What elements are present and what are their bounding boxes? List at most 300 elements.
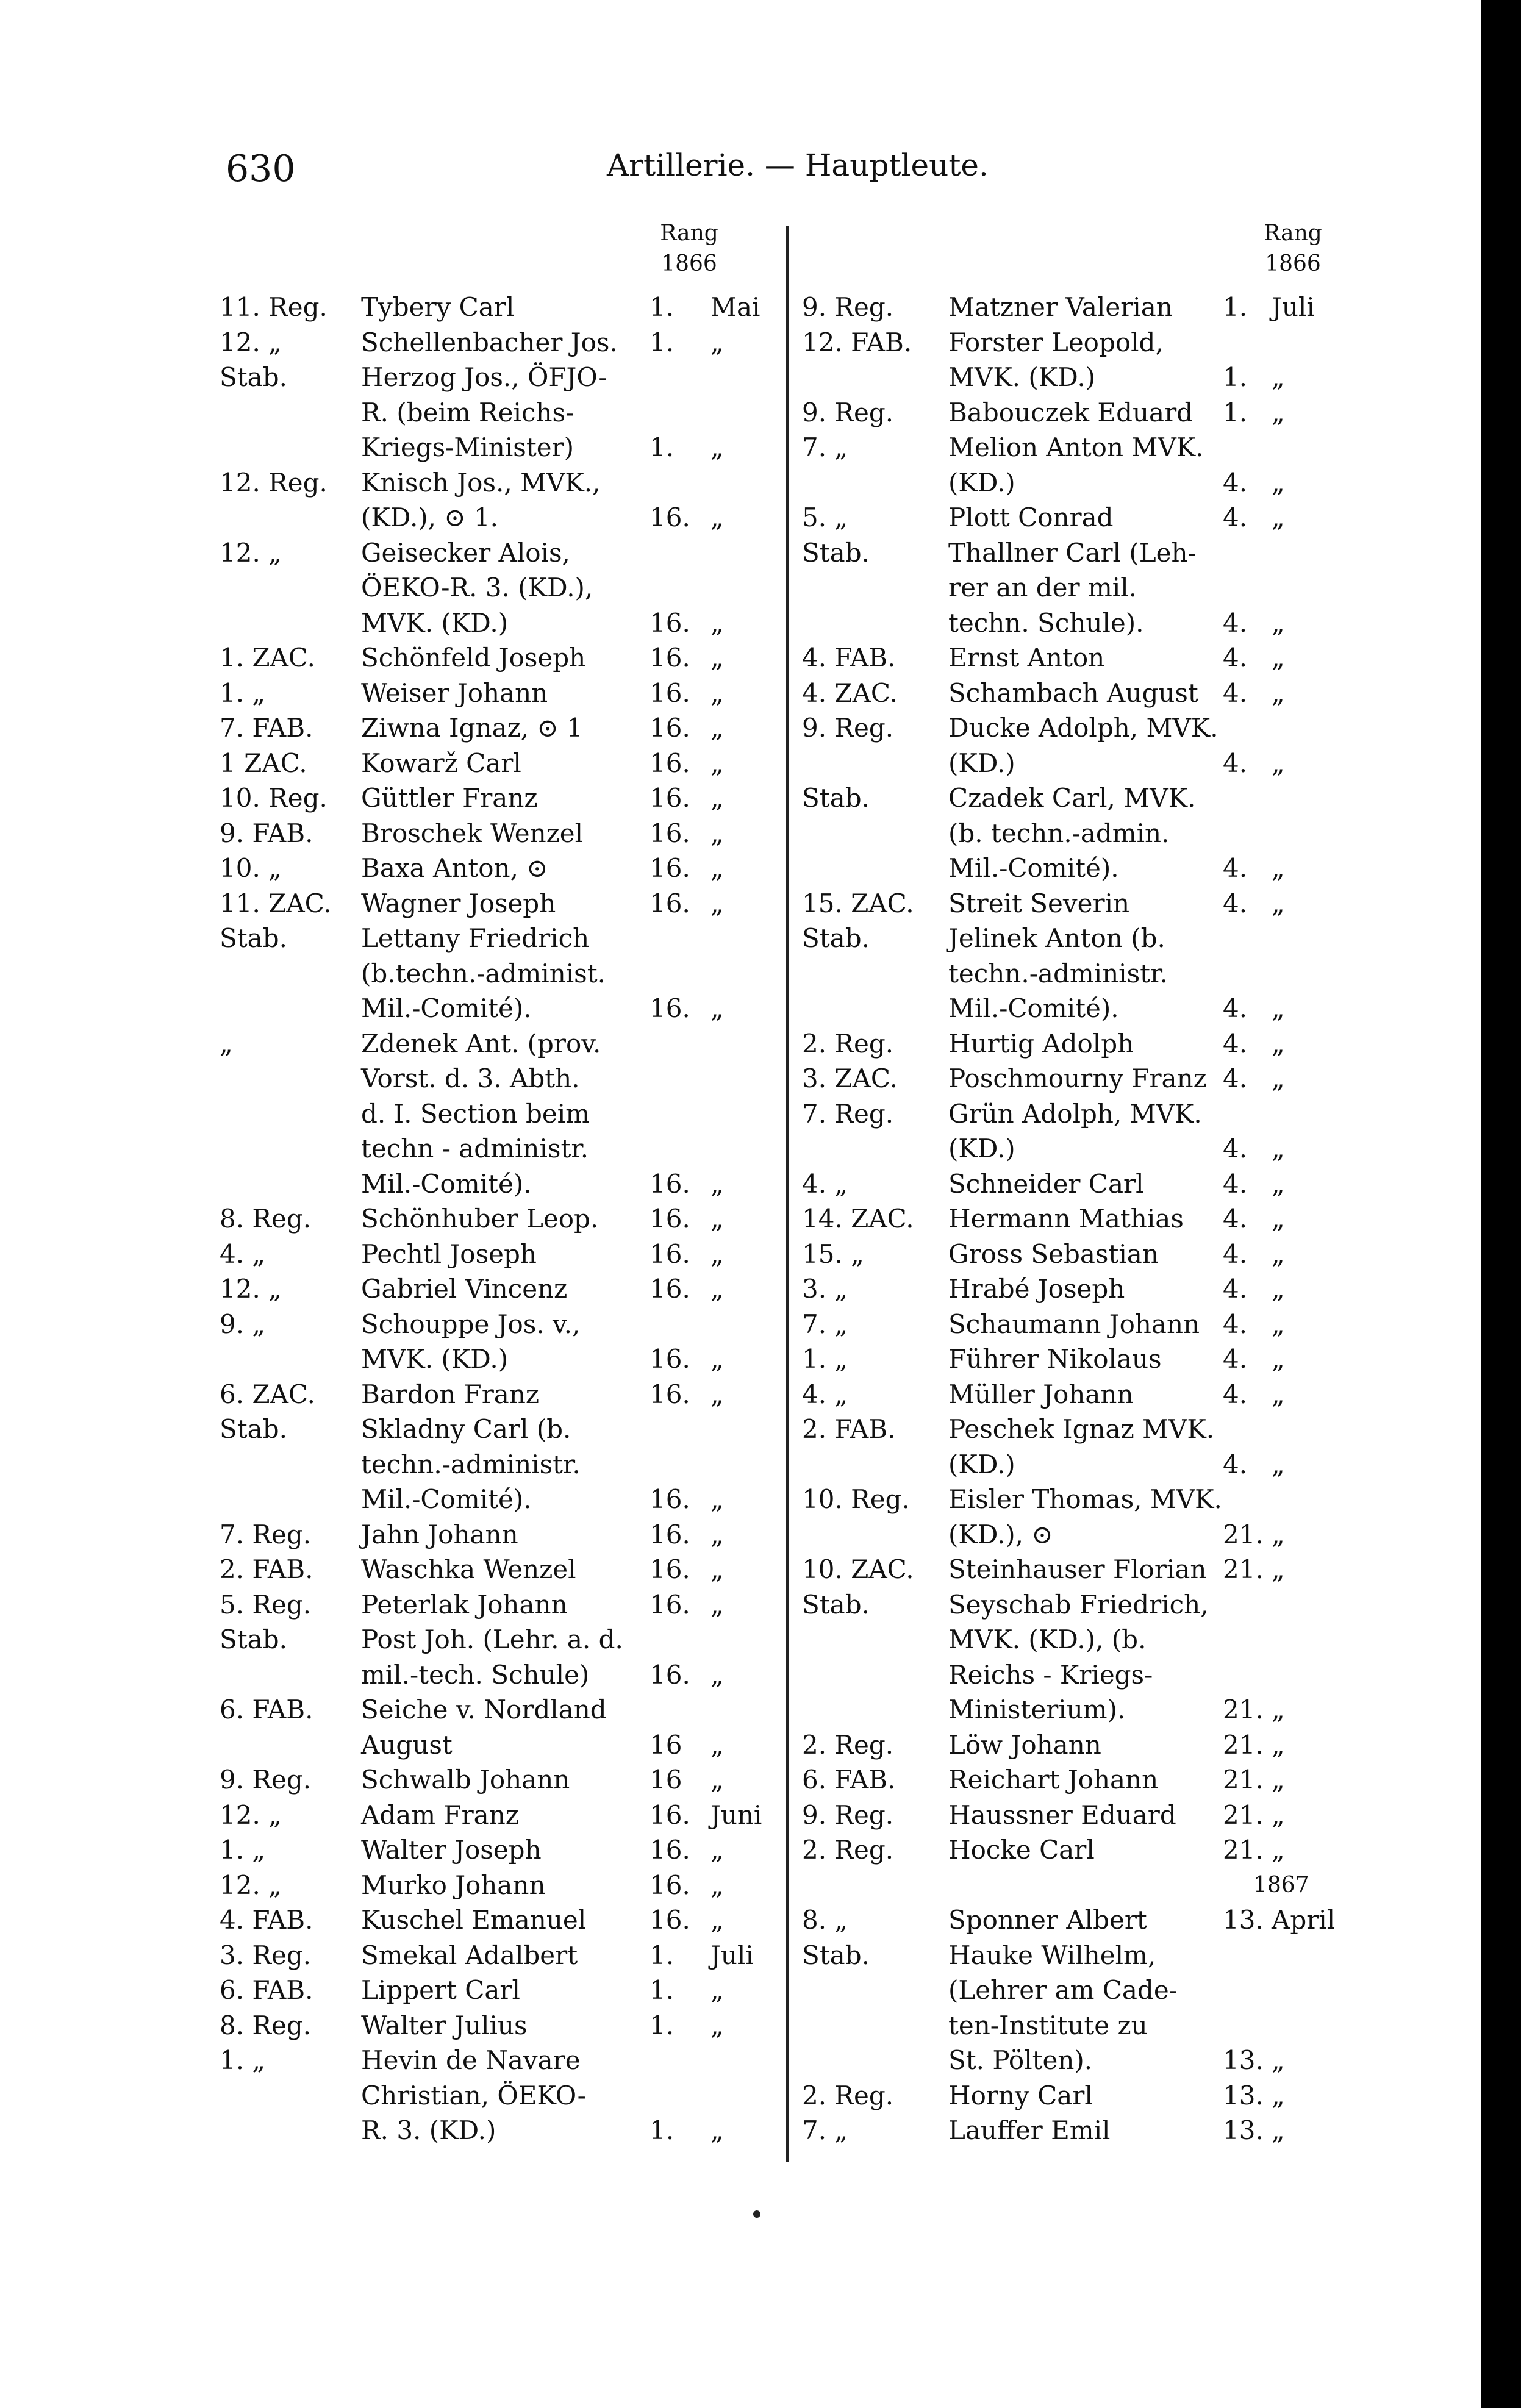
rank-month: „ <box>710 1484 724 1514</box>
unit-label: 8. „ <box>802 1905 848 1935</box>
entry-line <box>796 2078 1473 2113</box>
unit-label: 10. ZAC. <box>802 1554 914 1584</box>
rank-month: „ <box>1272 1729 1285 1760</box>
officer-name: Matzner Valerian <box>948 292 1173 322</box>
entry-line <box>220 1412 768 1447</box>
officer-name: Güttler Franz <box>361 783 538 813</box>
unit-label: Stab. <box>802 1940 870 1970</box>
rank-date: 16. <box>650 1274 690 1304</box>
officer-name: Streit Severin <box>948 888 1130 918</box>
rank-month: „ <box>710 1765 724 1795</box>
unit-label: 4. „ <box>802 1379 848 1409</box>
entry-line <box>220 1377 768 1412</box>
rank-date: 4. <box>1223 748 1248 778</box>
entry-line <box>796 1061 1473 1096</box>
unit-label: 1. ZAC. <box>220 643 315 673</box>
unit-label: „ <box>220 1028 233 1059</box>
officer-name: Löw Johann <box>948 1729 1101 1760</box>
officer-name: Ducke Adolph, MVK. <box>948 713 1219 743</box>
rank-date: 21. <box>1223 1835 1264 1865</box>
rank-date: 16. <box>650 1905 690 1935</box>
entry-line <box>796 816 1473 851</box>
rank-month: Juli <box>710 1940 754 1970</box>
unit-label: 12. „ <box>220 1799 282 1830</box>
entry-line <box>220 465 768 501</box>
entry-line <box>220 1868 768 1903</box>
rank-date: 1. <box>650 2010 675 2040</box>
entry-line <box>796 710 1473 746</box>
unit-label: 10. Reg. <box>802 1484 910 1514</box>
entry-line <box>220 1271 768 1307</box>
officer-name: Mil.-Comité). <box>361 1168 532 1199</box>
rank-date: 1. <box>650 1940 675 1970</box>
officer-name: Knisch Jos., MVK., <box>361 467 601 498</box>
unit-label: Stab. <box>802 923 870 953</box>
rank-date: 4. <box>1223 993 1248 1023</box>
rank-month: „ <box>1272 2045 1285 2075</box>
officer-name: Führer Nikolaus <box>948 1344 1162 1374</box>
entry-line <box>220 1201 768 1237</box>
rank-date: 4. <box>1223 1028 1248 1059</box>
entry-line <box>220 1622 768 1657</box>
officer-name: (KD.) <box>948 748 1015 778</box>
unit-label: 1. „ <box>802 1344 848 1374</box>
rank-month: „ <box>710 1168 724 1199</box>
officer-name: Waschka Wenzel <box>361 1554 576 1584</box>
rank-month: „ <box>710 2010 724 2040</box>
rank-month: „ <box>710 853 724 883</box>
officer-name: Forster Leopold, <box>948 327 1164 357</box>
running-head: Artillerie. — Hauptleute. <box>607 148 989 183</box>
entry-line <box>220 1131 768 1166</box>
officer-name: Kuschel Emanuel <box>361 1905 587 1935</box>
officer-name: Lippert Carl <box>361 1975 520 2005</box>
rank-date: 16. <box>650 783 690 813</box>
entry-line <box>220 781 768 816</box>
unit-label: 12. „ <box>220 1274 282 1304</box>
rank-month: „ <box>710 2115 724 2145</box>
entry-line <box>796 395 1473 431</box>
officer-name: (b.techn.-administ. <box>361 958 606 988</box>
officer-name: (KD.), ⊙ 1. <box>361 502 498 532</box>
unit-label: 4. FAB. <box>220 1905 313 1935</box>
officer-name: MVK. (KD.) <box>361 607 509 638</box>
entry-line <box>796 851 1473 886</box>
unit-label: 9. Reg. <box>802 713 894 743</box>
entry-line <box>796 640 1473 676</box>
rank-month: „ <box>710 1379 724 1409</box>
entry-line <box>796 1342 1473 1377</box>
entry-line <box>220 1517 768 1552</box>
rank-date: 1. <box>650 432 675 462</box>
entry-line <box>796 1727 1473 1763</box>
rank-date: 1. <box>1223 362 1248 392</box>
entry-line <box>220 956 768 991</box>
left-column <box>220 290 768 2148</box>
rank-month: „ <box>1272 1799 1285 1830</box>
officer-name: Walter Joseph <box>361 1835 542 1865</box>
entry-line <box>220 1096 768 1132</box>
entry-line <box>796 1271 1473 1307</box>
unit-label: 2. FAB. <box>802 1414 896 1444</box>
unit-label: 8. Reg. <box>220 1204 312 1234</box>
officer-name: Smekal Adalbert <box>361 1940 578 1970</box>
rank-month: „ <box>1272 502 1285 532</box>
unit-label: Stab. <box>802 537 870 568</box>
entry-line <box>220 851 768 886</box>
rank-month: „ <box>1272 1134 1285 1163</box>
rank-month: „ <box>1272 1379 1285 1409</box>
entry-line <box>796 1237 1473 1272</box>
officer-name: Jahn Johann <box>361 1519 518 1549</box>
entry-line <box>796 430 1473 465</box>
rank-month: „ <box>710 607 724 638</box>
entry-line <box>220 710 768 746</box>
officer-name: Schaumann Johann <box>948 1309 1200 1339</box>
officer-name: Zdenek Ant. (prov. <box>361 1028 601 1059</box>
rank-month: „ <box>1272 1028 1285 1059</box>
officer-name: techn.-administr. <box>948 958 1168 988</box>
unit-label: 1. „ <box>220 1835 266 1865</box>
unit-label: 1 ZAC. <box>220 748 307 778</box>
rank-month: Mai <box>710 292 760 322</box>
officer-name: MVK. (KD.), (b. <box>948 1624 1147 1654</box>
unit-label: 4. FAB. <box>802 643 896 673</box>
officer-name: Hurtig Adolph <box>948 1028 1134 1059</box>
rank-month: „ <box>710 502 724 532</box>
entry-line <box>796 1552 1473 1587</box>
entry-line <box>796 1587 1473 1623</box>
unit-label: 14. ZAC. <box>802 1204 914 1234</box>
entry-line <box>796 535 1473 571</box>
entry-line <box>796 921 1473 956</box>
officer-name: Hocke Carl <box>948 1835 1095 1865</box>
rank-month: „ <box>710 677 724 708</box>
entry-line <box>796 606 1473 641</box>
entry-line <box>220 921 768 956</box>
officer-name: Herzog Jos., ÖFJO- <box>361 362 607 392</box>
officer-name: Skladny Carl (b. <box>361 1414 571 1444</box>
officer-name: St. Pölten). <box>948 2045 1093 2075</box>
entry-line <box>796 1692 1473 1727</box>
officer-name: Haussner Eduard <box>948 1799 1176 1830</box>
entry-line <box>796 746 1473 781</box>
officer-name: Geisecker Alois, <box>361 537 570 568</box>
rank-date: 4. <box>1223 467 1248 498</box>
rank-month: „ <box>1272 1835 1285 1865</box>
unit-label: 9. FAB. <box>220 818 313 848</box>
unit-label: 12. FAB. <box>802 327 912 357</box>
officer-name: Pechtl Joseph <box>361 1238 537 1269</box>
entry-line <box>220 1061 768 1096</box>
unit-label: 2. FAB. <box>220 1554 313 1584</box>
rank-month: April <box>1272 1905 1336 1935</box>
rank-month: „ <box>1272 1695 1285 1724</box>
rank-date: 16. <box>650 1519 690 1549</box>
rank-date: 16. <box>650 1204 690 1234</box>
officer-name: Babouczek Eduard <box>948 397 1194 427</box>
officer-name: (KD.), ⊙ <box>948 1519 1053 1549</box>
rank-month: „ <box>1272 993 1285 1023</box>
entry-line <box>796 1973 1473 2008</box>
rank-date: 4. <box>1223 643 1248 673</box>
rank-date: 4. <box>1223 607 1248 638</box>
officer-name: Adam Franz <box>361 1799 519 1830</box>
entry-line <box>220 1447 768 1482</box>
rank-date: 4. <box>1223 1274 1248 1304</box>
unit-label: Stab. <box>220 1624 287 1654</box>
unit-label: 7. Reg. <box>802 1098 894 1129</box>
entry-line <box>796 1832 1473 1868</box>
officer-name: Müller Johann <box>948 1379 1134 1409</box>
unit-label: 3. Reg. <box>220 1940 312 1970</box>
rang-heading-right <box>1244 218 1342 279</box>
year-heading: 1867 <box>1253 1872 1309 1898</box>
entry-line <box>796 1377 1473 1412</box>
rang-year: 1866 <box>1265 251 1321 276</box>
officer-name: Wagner Joseph <box>361 888 556 918</box>
entry-line <box>796 1657 1473 1693</box>
entry-line <box>220 1692 768 1727</box>
unit-label: 2. Reg. <box>802 1028 894 1059</box>
unit-label: 7. „ <box>802 2115 848 2145</box>
rank-date: 1. <box>650 1975 675 2005</box>
rank-date: 4. <box>1223 1168 1248 1199</box>
rank-month: „ <box>1272 853 1285 883</box>
officer-name: Jelinek Anton (b. <box>948 923 1165 953</box>
rank-month: „ <box>1272 1274 1285 1304</box>
entry-line <box>796 1307 1473 1342</box>
rank-date: 16 <box>650 1729 682 1760</box>
entry-line <box>220 360 768 395</box>
entry-line <box>220 1552 768 1587</box>
officer-name: R. 3. (KD.) <box>361 2115 496 2145</box>
unit-label: 6. FAB. <box>802 1765 896 1795</box>
entry-line <box>796 991 1473 1026</box>
rank-month: „ <box>710 327 724 357</box>
entry-line <box>796 500 1473 535</box>
rank-month: „ <box>1272 677 1285 708</box>
unit-label: 6. ZAC. <box>220 1379 315 1409</box>
rank-month: „ <box>710 1554 724 1584</box>
entry-line <box>220 1762 768 1798</box>
unit-label: 9. Reg. <box>220 1765 312 1795</box>
officer-name: Plott Conrad <box>948 502 1114 532</box>
officer-name: Ministerium). <box>948 1695 1126 1724</box>
unit-label: 2. Reg. <box>802 1729 894 1760</box>
rank-month: „ <box>1272 1238 1285 1269</box>
rank-date: 4. <box>1223 1238 1248 1269</box>
rank-date: 4. <box>1223 853 1248 883</box>
entry-line <box>220 2078 768 2113</box>
rank-month: „ <box>1272 2115 1285 2145</box>
unit-label: 7. „ <box>802 432 848 462</box>
unit-label: 6. FAB. <box>220 1975 313 2005</box>
entry-line <box>796 886 1473 921</box>
rank-date: 4. <box>1223 1134 1248 1163</box>
rank-month: „ <box>1272 643 1285 673</box>
unit-label: 12. „ <box>220 537 282 568</box>
officer-name: techn - administr. <box>361 1134 589 1163</box>
rank-date: 13. <box>1223 2115 1264 2145</box>
rank-date: 16. <box>650 1168 690 1199</box>
unit-label: 2. Reg. <box>802 2080 894 2110</box>
entry-line <box>220 991 768 1026</box>
rank-month: „ <box>710 888 724 918</box>
unit-label: 3. ZAC. <box>802 1063 898 1093</box>
entry-line <box>796 2043 1473 2078</box>
unit-label: 9. „ <box>220 1309 266 1339</box>
entry-line <box>796 570 1473 606</box>
officer-name: Hauke Wilhelm, <box>948 1940 1156 1970</box>
rank-date: 4. <box>1223 1309 1248 1339</box>
unit-label: Stab. <box>802 1589 870 1620</box>
rank-date: 16. <box>650 818 690 848</box>
unit-label: 12. „ <box>220 1870 282 1900</box>
officer-name: (KD.) <box>948 1134 1015 1163</box>
rank-date: 4. <box>1223 1063 1248 1093</box>
entry-line <box>220 1307 768 1342</box>
entry-line <box>220 1902 768 1938</box>
entry-line <box>220 1657 768 1693</box>
rank-date: 16. <box>650 643 690 673</box>
officer-name: mil.-tech. Schule) <box>361 1659 590 1690</box>
officer-name: techn. Schule). <box>948 607 1144 638</box>
rank-month: Juli <box>1272 292 1315 322</box>
unit-label: 4. „ <box>220 1238 266 1269</box>
unit-label: Stab. <box>220 923 287 953</box>
unit-label: 5. „ <box>802 502 848 532</box>
rank-month: „ <box>1272 1309 1285 1339</box>
officer-name: techn.-administr. <box>361 1449 581 1479</box>
entry-line <box>796 465 1473 501</box>
rank-date: 13. <box>1223 2080 1264 2110</box>
officer-name: ÖEKO-R. 3. (KD.), <box>361 573 593 602</box>
rank-date: 13. <box>1223 1905 1264 1935</box>
officer-name: Murko Johann <box>361 1870 546 1900</box>
officer-name: August <box>361 1729 453 1760</box>
officer-name: Schellenbacher Jos. <box>361 327 618 357</box>
unit-label: 10. Reg. <box>220 783 327 813</box>
officer-name: Poschmourny Franz <box>948 1063 1207 1093</box>
entry-line <box>796 1096 1473 1132</box>
officer-name: Hermann Mathias <box>948 1204 1184 1234</box>
unit-label: 11. Reg. <box>220 292 327 322</box>
rank-month: „ <box>710 1204 724 1234</box>
unit-label: 3. „ <box>802 1274 848 1304</box>
officer-name: Schönhuber Leop. <box>361 1204 599 1234</box>
officer-name: Schneider Carl <box>948 1168 1144 1199</box>
officer-name: MVK. (KD.) <box>361 1344 509 1374</box>
entry-line <box>796 2113 1473 2148</box>
entry-line <box>796 1868 1473 1903</box>
ink-dot <box>753 2210 760 2218</box>
rank-date: 16. <box>650 1484 690 1514</box>
entry-line <box>796 1938 1473 1973</box>
entry-line <box>220 1798 768 1833</box>
rank-date: 16. <box>650 713 690 743</box>
unit-label: 7. Reg. <box>220 1519 312 1549</box>
rank-month: „ <box>710 1344 724 1374</box>
officer-name: Post Joh. (Lehr. a. d. <box>361 1624 623 1654</box>
rank-month: „ <box>1272 1168 1285 1199</box>
officer-name: Gross Sebastian <box>948 1238 1159 1269</box>
officer-name: Mil.-Comité). <box>948 853 1119 883</box>
entry-line <box>220 1166 768 1202</box>
unit-label: Stab. <box>220 1414 287 1444</box>
unit-label: 15. ZAC. <box>802 888 914 918</box>
entry-line <box>796 1166 1473 1202</box>
rank-date: 21. <box>1223 1765 1264 1795</box>
rank-month: „ <box>710 1519 724 1549</box>
rank-date: 4. <box>1223 677 1248 708</box>
unit-label: 2. Reg. <box>802 1835 894 1865</box>
entry-line <box>796 956 1473 991</box>
scan-border <box>1481 0 1521 2408</box>
officer-name: Weiser Johann <box>361 677 548 708</box>
unit-label: 11. ZAC. <box>220 888 332 918</box>
officer-name: Reichart Johann <box>948 1765 1159 1795</box>
officer-name: Steinhauser Florian <box>948 1554 1207 1584</box>
rank-month: „ <box>710 1905 724 1935</box>
rank-date: 16. <box>650 853 690 883</box>
rank-date: 21. <box>1223 1695 1264 1724</box>
entry-line <box>796 325 1473 360</box>
rank-date: 16. <box>650 1589 690 1620</box>
officer-name: Hrabé Joseph <box>948 1274 1125 1304</box>
rang-year: 1866 <box>661 251 717 276</box>
unit-label: 4. ZAC. <box>802 677 898 708</box>
officer-name: Peterlak Johann <box>361 1589 568 1620</box>
unit-label: Stab. <box>802 783 870 813</box>
entry-line <box>220 325 768 360</box>
rank-month: „ <box>1272 1063 1285 1093</box>
officer-name: Grün Adolph, MVK. <box>948 1098 1202 1129</box>
officer-name: Schwalb Johann <box>361 1765 570 1795</box>
entry-line <box>796 1131 1473 1166</box>
rank-month: „ <box>1272 467 1285 498</box>
entry-line <box>220 1026 768 1062</box>
entry-line <box>220 1482 768 1517</box>
rank-month: „ <box>710 783 724 813</box>
rank-month: „ <box>1272 362 1285 392</box>
unit-label: 9. Reg. <box>802 397 894 427</box>
rank-month: „ <box>1272 607 1285 638</box>
officer-name: MVK. (KD.) <box>948 362 1096 392</box>
officer-name: Hevin de Navare <box>361 2045 581 2075</box>
rank-month: „ <box>1272 888 1285 918</box>
rank-month: „ <box>710 818 724 848</box>
officer-name: Horny Carl <box>948 2080 1093 2110</box>
rank-date: 1. <box>650 327 675 357</box>
rank-date: 21. <box>1223 1729 1264 1760</box>
rank-month: „ <box>710 1589 724 1620</box>
entry-line <box>220 606 768 641</box>
officer-name: Bardon Franz <box>361 1379 539 1409</box>
officer-name: Baxa Anton, ⊙ <box>361 853 548 883</box>
entry-line <box>220 1938 768 1973</box>
officer-name: Eisler Thomas, MVK. <box>948 1484 1222 1514</box>
entry-line <box>796 360 1473 395</box>
rank-month: „ <box>710 1870 724 1900</box>
entry-line <box>220 1587 768 1623</box>
entry-line <box>796 1026 1473 1062</box>
rank-date: 1. <box>650 2115 675 2145</box>
rank-date: 4. <box>1223 888 1248 918</box>
rank-month: „ <box>1272 1344 1285 1374</box>
officer-name: Thallner Carl (Leh- <box>948 537 1197 568</box>
unit-label: 15. „ <box>802 1238 864 1269</box>
